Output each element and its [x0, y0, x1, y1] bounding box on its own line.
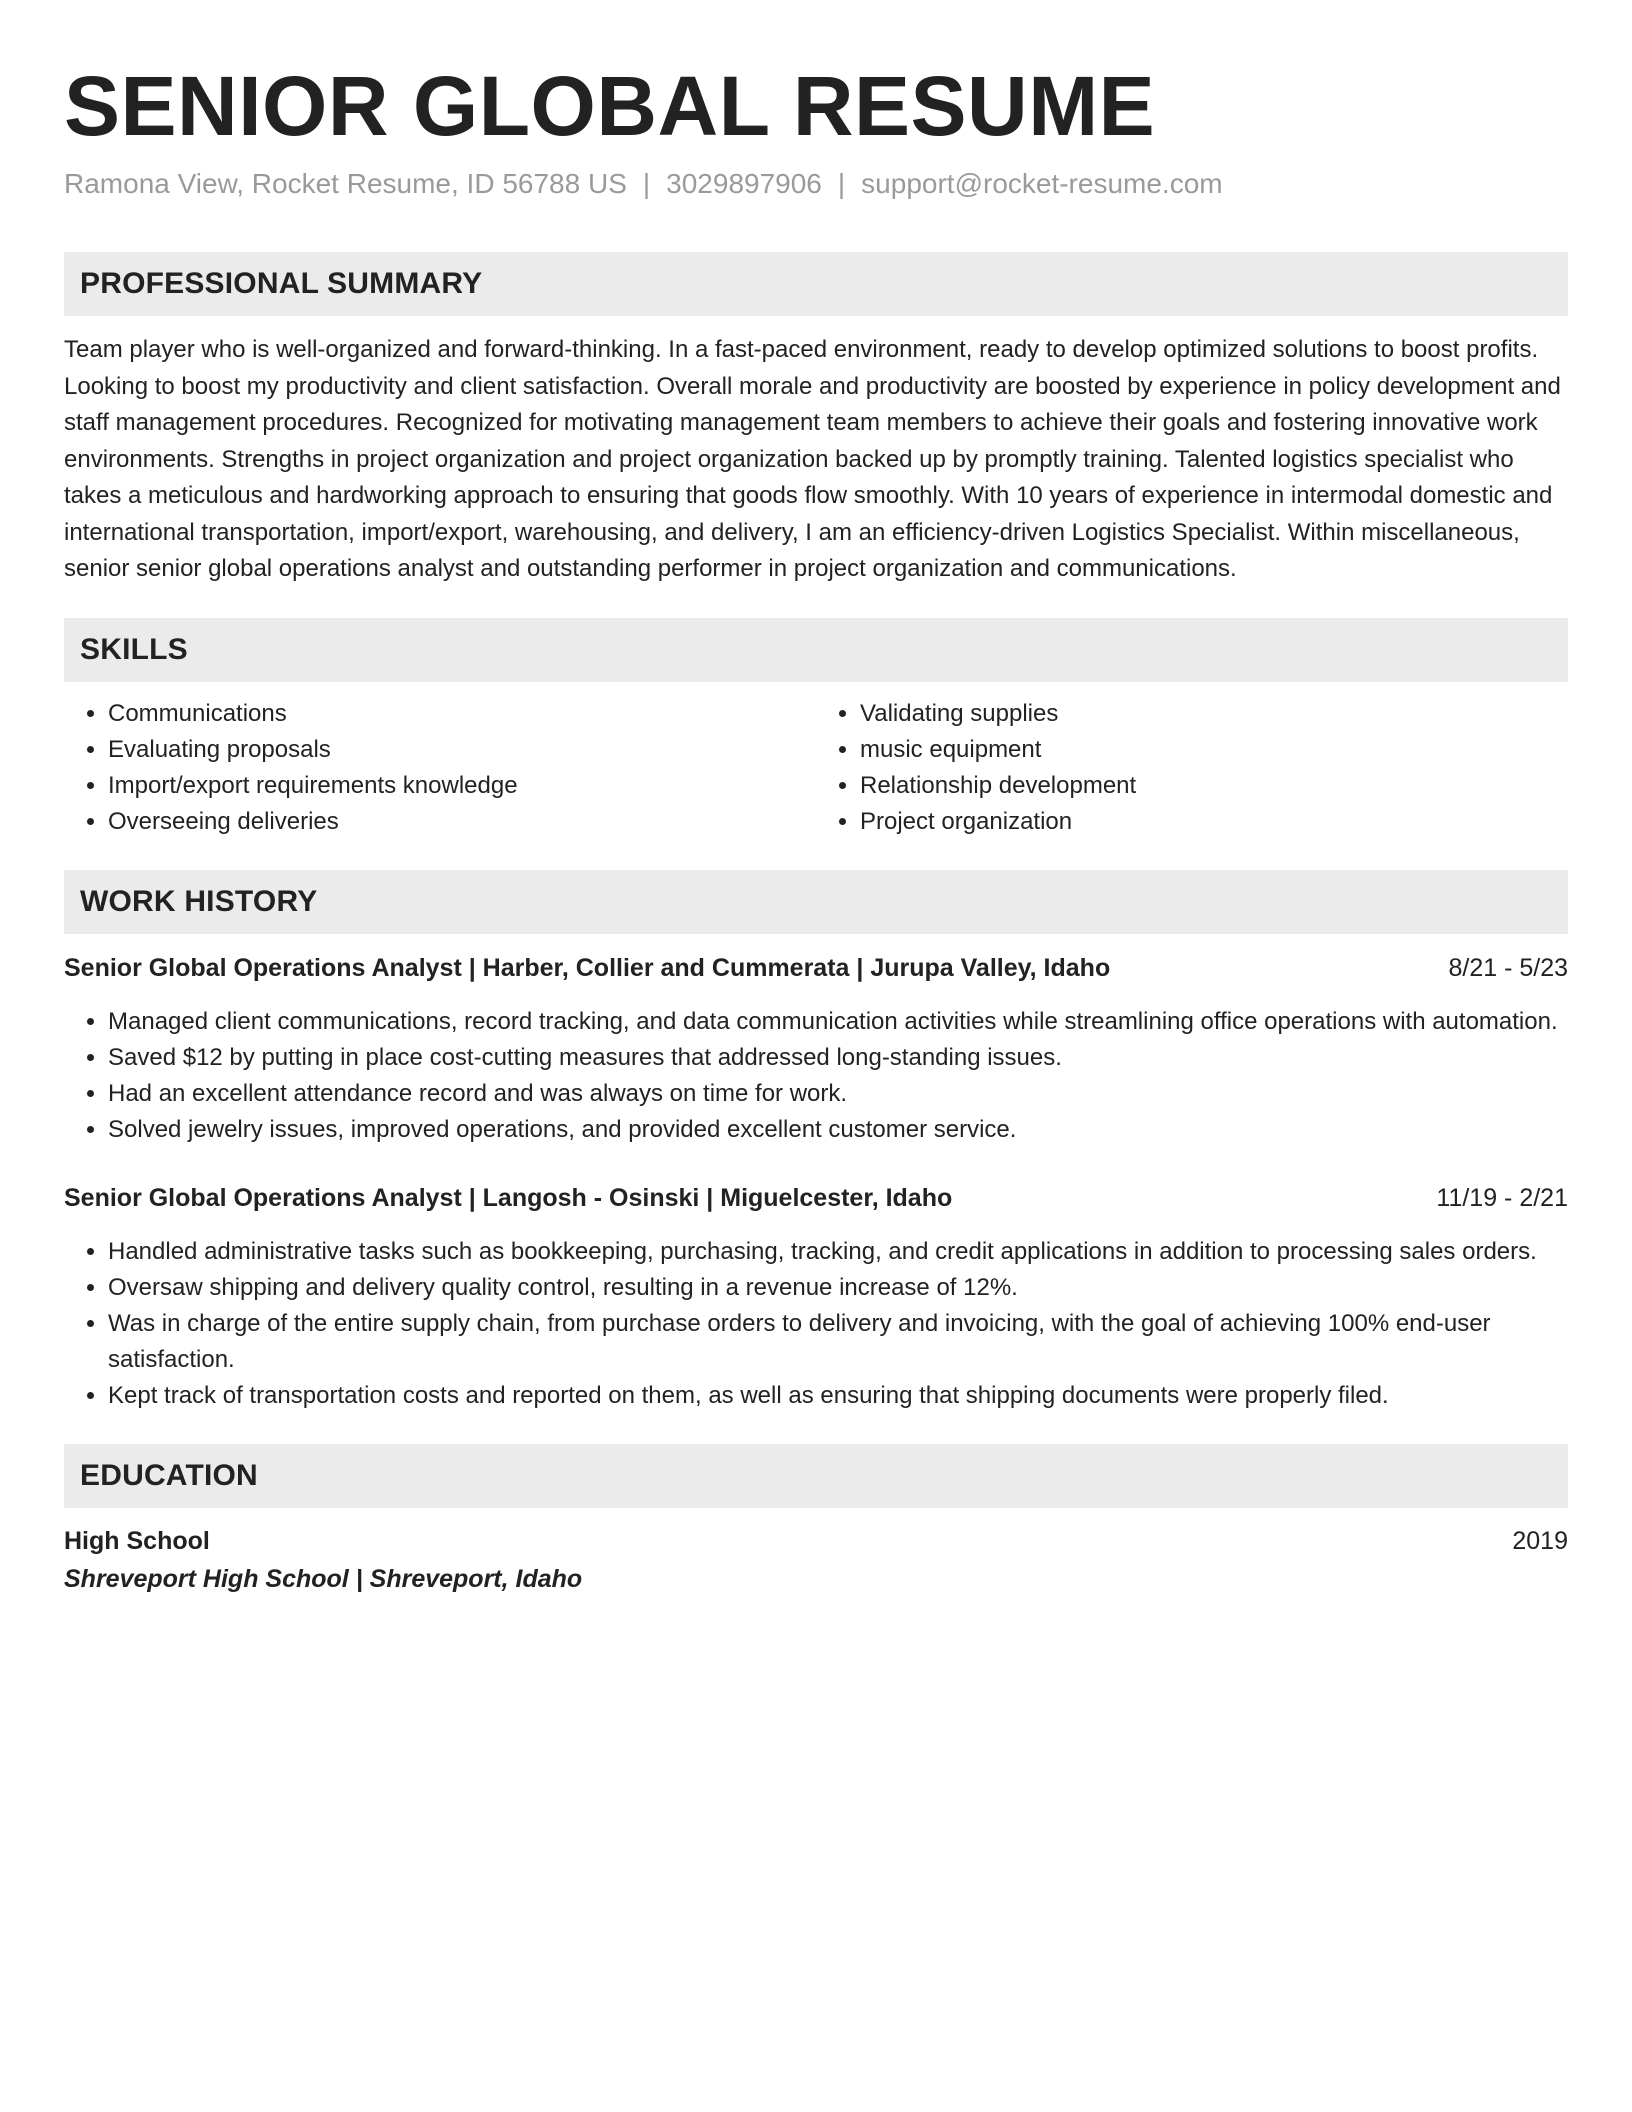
skill-item: • Communications: [108, 696, 816, 732]
skill-item: • Relationship development: [860, 768, 1568, 804]
skill-item: • music equipment: [860, 732, 1568, 768]
skill-item: • Validating supplies: [860, 696, 1568, 732]
skill-item: • Project organization: [860, 804, 1568, 840]
job-bullets: [64, 1234, 1568, 1414]
education-row: [64, 1522, 1568, 1560]
job-dates: 11/19 - 2/21: [1436, 1183, 1568, 1212]
contact-address: Ramona View, Rocket Resume, ID 56788 US: [64, 168, 627, 199]
job-bullet: • Managed client communications, record tracking, and data communication activities while streamlining office operations with automation.: [108, 1004, 1568, 1040]
education-heading: EDUCATION: [64, 1444, 1568, 1508]
skill-item: • Evaluating proposals: [108, 732, 816, 768]
summary-heading: PROFESSIONAL SUMMARY: [64, 252, 1568, 316]
job-header: [64, 1180, 1568, 1216]
job-bullet: • Saved $12 by putting in place cost-cutting measures that addressed long-standing issues.: [108, 1040, 1568, 1076]
resume-name: SENIOR GLOBAL RESUME: [64, 59, 1156, 153]
job-bullet: • Had an excellent attendance record and was always on time for work.: [108, 1076, 1568, 1112]
job-title: Senior Global Operations Analyst | Harber, Collier and Cummerata | Jurupa Valley, Idaho: [64, 953, 1111, 982]
education-entry: [64, 1522, 1568, 1598]
contact-email: support@rocket-resume.com: [861, 168, 1223, 199]
skill-item: • Import/export requirements knowledge: [108, 768, 816, 804]
job-header: [64, 950, 1568, 986]
job-bullets: [64, 1004, 1568, 1148]
contact-line: [64, 166, 1568, 202]
summary-text: Team player who is well-organized and forward-thinking. In a fast-paced environment, ready to develop optimized solutions to boost profits. Looking to boost my productivity and client satisfaction. Overall morale and productivity are boosted by experience in policy development and staff management procedures. Recognized for motivating management team members to achieve their goals and fostering innovative work environments. Strengths in project organization and project organization backed up by promptly training. Talented logistics specialist who takes a meticulous and hardworking approach to ensuring that goods flow smoothly. With 10 years of experience in intermodal domestic and international transportation, import/export, warehousing, and delivery, I am an efficiency-driven Logistics Specialist. Within miscellaneous, senior senior global operations analyst and outstanding performer in project organization and communications.: [64, 336, 1561, 582]
job-bullet: • Oversaw shipping and delivery quality control, resulting in a revenue increase of 12%.: [108, 1270, 1568, 1306]
skills-column-left: [64, 696, 816, 840]
skills-heading: SKILLS: [64, 618, 1568, 682]
education-school: Shreveport High School | Shreveport, Idaho: [64, 1564, 583, 1593]
job-bullet: • Handled administrative tasks such as bookkeeping, purchasing, tracking, and credit applications in addition to processing sales orders.: [108, 1234, 1568, 1270]
job-entry: [64, 1180, 1568, 1414]
work-history-heading: WORK HISTORY: [64, 870, 1568, 934]
job-bullet: • Was in charge of the entire supply chain, from purchase orders to delivery and invoicing, with the goal of achieving 100% end-user satisfaction.: [108, 1306, 1568, 1378]
education-year: 2019: [1512, 1526, 1568, 1555]
education-degree: High School: [64, 1526, 210, 1555]
job-title: Senior Global Operations Analyst | Langosh - Osinski | Miguelcester, Idaho: [64, 1183, 953, 1212]
skills-list: [64, 696, 1568, 840]
skills-column-right: [816, 696, 1568, 840]
job-dates: 8/21 - 5/23: [1448, 953, 1568, 982]
job-bullet: • Kept track of transportation costs and reported on them, as well as ensuring that shipping documents were properly filed.: [108, 1378, 1568, 1414]
contact-phone: 3029897906: [666, 168, 822, 199]
contact-separator: |: [837, 168, 846, 199]
skill-item: • Overseeing deliveries: [108, 804, 816, 840]
job-entry: [64, 950, 1568, 1148]
contact-separator: |: [642, 168, 651, 199]
job-bullet: • Solved jewelry issues, improved operations, and provided excellent customer service.: [108, 1112, 1568, 1148]
